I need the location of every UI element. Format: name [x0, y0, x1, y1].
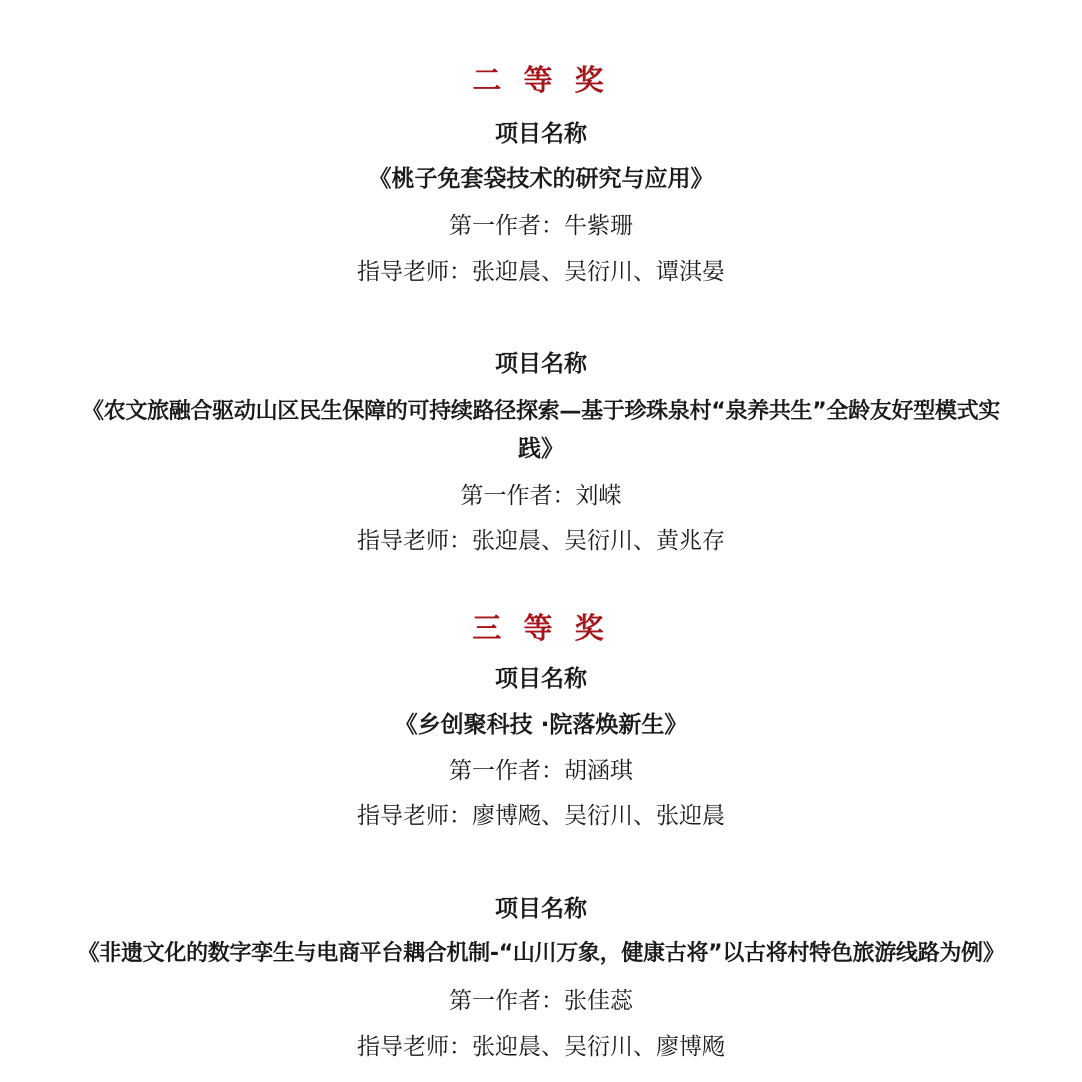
project-label: 项目名称 [495, 896, 587, 922]
advisors: 指导老师：张迎晨、吴衍川、谭淇晏 [357, 259, 725, 285]
advisors: 指导老师：廖博飏、吴衍川、张迎晨 [357, 803, 725, 829]
project-title: 《乡创聚科技 ·院落焕新生》 [394, 712, 688, 738]
project-title-line-2: 践》 [518, 436, 564, 462]
first-author: 第一作者：胡涵琪 [449, 758, 633, 784]
first-author: 第一作者：刘嵘 [460, 483, 622, 509]
award-heading-third-prize: 三 等 奖 [472, 611, 610, 645]
project-label: 项目名称 [495, 121, 587, 147]
award-heading-second-prize: 二 等 奖 [472, 63, 610, 97]
advisors: 指导老师：张迎晨、吴衍川、廖博飏 [357, 1034, 725, 1060]
project-title: 《非遗文化的数字孪生与电商平台耦合机制-“山川万象，健康古将”以古将村特色旅游线路为例》 [77, 941, 1005, 966]
project-title-line-1: 《农文旅融合驱动山区民生保障的可持续路径探索—基于珍珠泉村“泉养共生”全龄友好型模式实 [81, 399, 1001, 424]
project-label: 项目名称 [495, 351, 587, 377]
advisors: 指导老师：张迎晨、吴衍川、黄兆存 [357, 528, 725, 554]
first-author: 第一作者：张佳蕊 [449, 988, 633, 1014]
project-title: 《桃子免套袋技术的研究与应用》 [368, 166, 714, 192]
first-author: 第一作者：牛紫珊 [449, 213, 633, 239]
project-label: 项目名称 [495, 666, 587, 692]
